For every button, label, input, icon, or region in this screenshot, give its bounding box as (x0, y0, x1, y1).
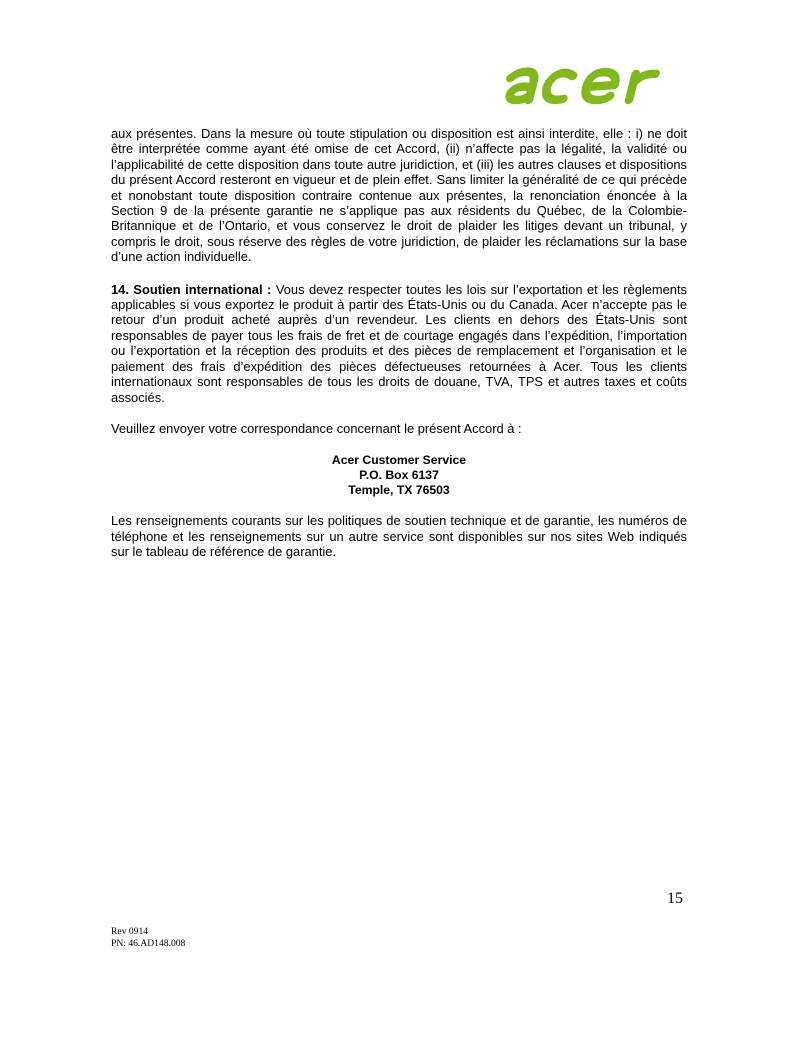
address-po-box: P.O. Box 6137 (359, 467, 439, 482)
acer-logo (503, 52, 683, 112)
section-14-text: Vous devez respecter toutes les lois sur l’exportation et les règlements applicables si vous exportez le produit à partir des États-Unis ou du Canada. Acer n’accepte pas le retour d’un produit acheté auprès d’un revendeur. Les clients en dehors des États-Unis sont responsables de payer tous les frais de fret et de courtage engagés dans l’expédition, l’importation ou l’exportation et la réception des produits et des pièces de remplacement et l’organisation et le paiement des frais d’expédition des pièces défectueuses retournées à Acer. Tous les clients internationaux sont responsables de tous les droits de douane, TVA, TPS et autres taxes et coûts associés. (111, 281, 688, 405)
mailing-address (111, 453, 687, 497)
paragraph-severability: aux présentes. Dans la mesure où toute stipulation ou disposition est ainsi interdite, elle : i) ne doit être interprétée comme ayant été omise de cet Accord, (ii) n’affecte pas la légalité, la validité ou l’applicabilité de cette disposition dans toute autre juridiction, et (iii) les autres clauses et dispositions du présent Accord resteront en vigueur et de plein effet. Sans limiter la généralité de ce qui précède et nonobstant toute disposition contraire contenue aux présentes, la renonciation énoncée à la Section 9 de la présente garantie ne s’applique pas aux résidents du Québec, de la Colombie-Britannique et de l’Ontario, et vous conservez le droit de plaider les litiges devant un tribunal, y compris le droit, sous réserve des règles de votre juridiction, de plaider les réclamations sur la base d’une action individuelle. (111, 126, 687, 265)
address-city: Temple, TX 76503 (348, 482, 450, 497)
address-name: Acer Customer Service (331, 453, 467, 468)
section-14-paragraph (111, 282, 687, 405)
closing-paragraph: Les renseignements courants sur les politiques de soutien technique et de garantie, les numéros de téléphone et les renseignements sur un autre service sont disponibles sur nos sites Web indiqués sur le tableau de référence de garantie. (111, 513, 687, 559)
document-body (111, 126, 687, 559)
acer-logo-graphic (503, 52, 683, 112)
page-number: 15 (667, 890, 683, 907)
document-footer (111, 926, 185, 950)
section-14-heading: 14. Soutien international : (111, 281, 272, 297)
revision-label: Rev 0914 (111, 926, 149, 937)
correspondence-intro: Veuillez envoyer votre correspondance concernant le présent Accord à : (111, 420, 522, 436)
part-number-label: PN: 46.AD148.008 (111, 938, 186, 949)
